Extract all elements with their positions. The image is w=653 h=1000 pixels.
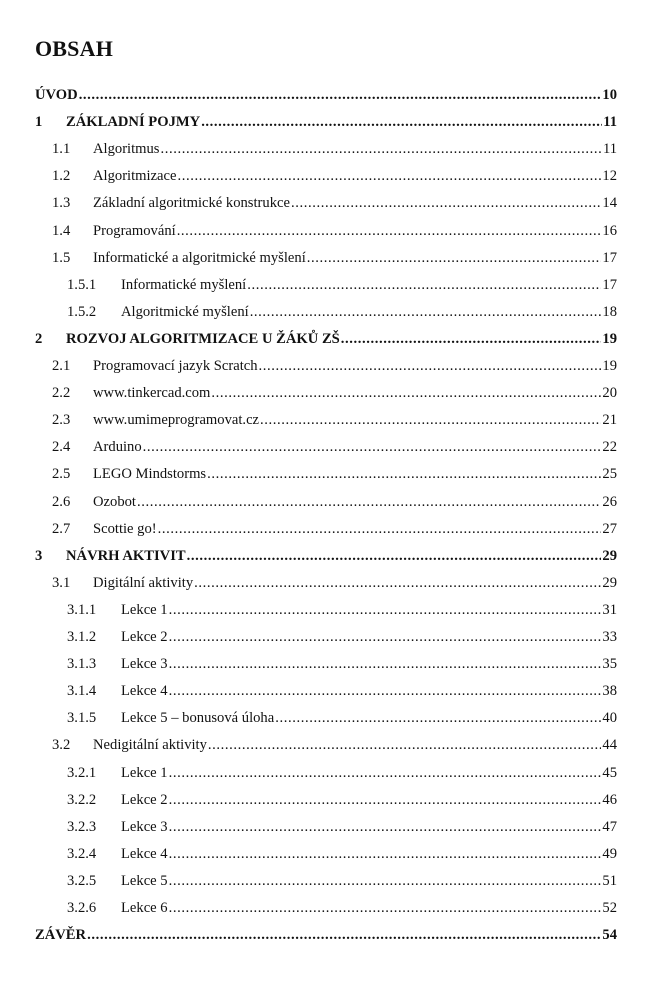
toc-entry-number: 3.1.5 <box>67 710 97 727</box>
toc-entry-line <box>93 165 617 187</box>
toc-entry[interactable] <box>0 816 653 838</box>
toc-dot-leader <box>137 491 601 513</box>
toc-entry-line <box>93 220 617 242</box>
toc-entry-page-number: 31 <box>602 601 617 618</box>
toc-entry[interactable] <box>0 545 653 567</box>
toc-entry[interactable] <box>0 680 653 702</box>
toc-entry-line <box>93 463 617 485</box>
toc-entry-line <box>121 843 617 865</box>
toc-entry-number: 1 <box>35 114 43 131</box>
toc-entry-number: 2 <box>35 330 43 347</box>
toc-entry-line <box>66 328 617 350</box>
toc-entry[interactable] <box>0 355 653 377</box>
toc-entry-page-number: 26 <box>602 493 617 510</box>
toc-entry-title: Nedigitální aktivity <box>93 737 207 754</box>
toc-entry-title: LEGO Mindstorms <box>93 466 207 483</box>
toc-dot-leader <box>169 789 602 811</box>
toc-entry-page-number: 29 <box>602 574 617 591</box>
toc-entry-page-number: 33 <box>602 629 617 645</box>
toc-entry-page-number: 44 <box>602 737 617 754</box>
toc-entry-page-number: 25 <box>602 466 617 483</box>
toc-dot-leader <box>259 355 602 377</box>
toc-dot-leader <box>208 734 602 756</box>
toc-entry-title: www.tinkercad.com <box>93 385 211 402</box>
toc-entry-title: Informatické myšlení <box>121 276 247 293</box>
toc-dot-leader <box>177 220 602 242</box>
toc-entry[interactable] <box>0 409 653 431</box>
toc-entry[interactable] <box>0 436 653 458</box>
toc-entry-line <box>93 518 617 540</box>
toc-entry-number: 3.2.5 <box>67 872 97 889</box>
toc-dot-leader <box>187 545 602 567</box>
toc-dot-leader <box>169 626 602 648</box>
toc-dot-leader <box>158 518 602 540</box>
toc-entry-number: 1.2 <box>52 168 71 185</box>
toc-entry[interactable] <box>0 220 653 242</box>
toc-entry-number: 3.2.6 <box>67 900 97 916</box>
toc-entry-page-number: 16 <box>602 222 617 239</box>
toc-dot-leader <box>169 897 602 919</box>
toc-entry-title: Lekce 2 <box>121 629 168 645</box>
toc-entry-line <box>93 138 617 160</box>
toc-entry-title: Arduino <box>93 439 142 456</box>
toc-entry-title: Lekce 5 – bonusová úloha <box>121 710 275 727</box>
toc-entry-page-number: 45 <box>602 764 617 781</box>
toc-entry-page-number: 22 <box>602 439 617 456</box>
toc-entry-title: Lekce 4 <box>121 683 168 700</box>
toc-entry-number: 3.1.3 <box>67 656 97 673</box>
toc-entry[interactable] <box>0 301 653 323</box>
toc-entry-line <box>66 545 617 567</box>
toc-entry-page-number: 54 <box>602 927 617 944</box>
toc-entry[interactable] <box>0 382 653 404</box>
toc-entry-page-number: 17 <box>602 276 617 293</box>
toc-dot-leader <box>201 111 602 133</box>
toc-entry-number: 1.5.2 <box>67 303 97 320</box>
toc-entry-number: 1.5 <box>52 249 71 266</box>
toc-dot-leader <box>275 707 601 729</box>
toc-entry-page-number: 40 <box>602 710 617 727</box>
toc-dot-leader <box>247 274 601 296</box>
toc-entry-title: Programování <box>93 222 176 239</box>
toc-entry[interactable] <box>0 707 653 729</box>
toc-entry-number: 3.1.2 <box>67 629 97 645</box>
toc-entry-page-number: 11 <box>603 114 617 131</box>
toc-entry[interactable] <box>0 491 653 513</box>
toc-entry-number: 3.2.1 <box>67 764 97 781</box>
toc-entry-line <box>93 192 617 214</box>
toc-entry[interactable] <box>0 734 653 756</box>
toc-entry-page-number: 21 <box>602 412 617 429</box>
toc-entry-line <box>121 897 617 919</box>
toc-entry[interactable] <box>0 762 653 784</box>
toc-entry[interactable] <box>0 653 653 675</box>
toc-entry-number: 1.4 <box>52 222 71 239</box>
toc-entry-page-number: 47 <box>602 818 617 835</box>
toc-entry-title: ZÁKLADNÍ POJMY <box>66 114 201 131</box>
toc-entry-line <box>93 355 617 377</box>
toc-entry[interactable] <box>0 328 653 350</box>
toc-entry-title: ÚVOD <box>35 87 78 103</box>
toc-entry-number: 3.2.2 <box>67 791 97 808</box>
toc-entry-line <box>121 301 617 323</box>
toc-entry-line <box>35 924 617 946</box>
toc-entry-page-number: 49 <box>602 845 617 862</box>
toc-entry-title: Informatické a algoritmické myšlení <box>93 249 306 266</box>
toc-dot-leader <box>260 409 601 431</box>
toc-entry[interactable] <box>0 897 653 919</box>
toc-entry-title: Algoritmizace <box>93 168 177 185</box>
toc-entry-line <box>93 734 617 756</box>
toc-entry[interactable] <box>0 247 653 269</box>
toc-entry[interactable] <box>0 599 653 621</box>
toc-entry-title: ZÁVĚR <box>35 927 87 944</box>
toc-dot-leader <box>143 436 602 458</box>
toc-entry[interactable] <box>0 870 653 892</box>
toc-entry-title: Algoritmus <box>93 141 160 158</box>
toc-entry-title: Scottie go! <box>93 520 157 537</box>
toc-entry-number: 2.3 <box>52 412 71 429</box>
toc-entry-title: Lekce 1 <box>121 601 168 618</box>
toc-entry-line <box>93 247 617 269</box>
toc-entry-line <box>93 491 617 513</box>
toc-entry[interactable] <box>0 924 653 946</box>
toc-dot-leader <box>307 247 602 269</box>
toc-entry-title: Lekce 1 <box>121 764 168 781</box>
toc-entry-line <box>121 707 617 729</box>
toc-dot-leader <box>250 301 602 323</box>
toc-entry-line <box>93 572 617 594</box>
toc-entry-line <box>93 382 617 404</box>
toc-entry-number: 1.3 <box>52 195 71 212</box>
toc-entry-page-number: 18 <box>602 303 617 320</box>
toc-entry-page-number: 19 <box>602 358 617 374</box>
toc-dot-leader <box>169 843 602 865</box>
toc-entry-line <box>121 626 617 648</box>
toc-entry[interactable] <box>0 463 653 485</box>
toc-dot-leader <box>341 328 602 350</box>
toc-entry-number: 2.7 <box>52 520 71 537</box>
toc-entry[interactable] <box>0 84 653 106</box>
toc-entry-title: Lekce 5 <box>121 872 168 889</box>
toc-dot-leader <box>87 924 601 946</box>
toc-dot-leader <box>169 680 602 702</box>
toc-entry-page-number: 20 <box>602 385 617 402</box>
toc-entry-title: Lekce 6 <box>121 900 168 916</box>
toc-entry-page-number: 19 <box>602 330 617 347</box>
toc-entry[interactable] <box>0 789 653 811</box>
toc-entry-page-number: 12 <box>602 168 617 185</box>
toc-entry-page-number: 51 <box>602 872 617 889</box>
toc-entry-line <box>121 816 617 838</box>
toc-entry[interactable] <box>0 626 653 648</box>
toc-entry-title: Lekce 3 <box>121 656 168 673</box>
toc-entry-page-number: 17 <box>602 249 617 266</box>
toc-dot-leader <box>177 165 601 187</box>
toc-dot-leader <box>291 192 601 214</box>
toc-dot-leader <box>194 572 601 594</box>
toc-dot-leader <box>169 599 602 621</box>
toc-entry-line <box>121 599 617 621</box>
toc-entry-number: 1.1 <box>52 141 71 158</box>
toc-entry-title: www.umimeprogramovat.cz <box>93 412 260 429</box>
toc-entry-line <box>66 111 617 133</box>
toc-entry-number: 3.2.4 <box>67 845 97 862</box>
toc-entry[interactable] <box>0 572 653 594</box>
toc-entry[interactable] <box>0 192 653 214</box>
toc-entry[interactable] <box>0 274 653 296</box>
toc-dot-leader <box>169 653 602 675</box>
toc-dot-leader <box>169 816 602 838</box>
toc-entry-number: 3.2.3 <box>67 818 97 835</box>
toc-entry-line <box>93 409 617 431</box>
toc-entry-page-number: 46 <box>602 791 617 808</box>
toc-entry-number: 1.5.1 <box>67 276 97 293</box>
toc-entry-title: Digitální aktivity <box>93 574 194 591</box>
toc-entry[interactable] <box>0 165 653 187</box>
toc-entry-number: 2.6 <box>52 493 71 510</box>
toc-entry-number: 3.1.4 <box>67 683 97 700</box>
toc-entry-page-number: 38 <box>602 683 617 700</box>
toc-dot-leader <box>160 138 601 160</box>
toc-entry-page-number: 14 <box>602 195 617 212</box>
toc-entry-line <box>121 653 617 675</box>
toc-entry-line <box>35 84 617 106</box>
toc-dot-leader <box>79 84 602 106</box>
toc-entry-title: Ozobot <box>93 493 136 510</box>
toc-entry-number: 3.2 <box>52 737 71 754</box>
toc-entry-line <box>121 274 617 296</box>
toc-entry-number: 2.4 <box>52 439 71 456</box>
page-title: OBSAH <box>35 36 114 61</box>
toc-entry-title: Lekce 4 <box>121 845 168 862</box>
toc-entry-line <box>121 680 617 702</box>
toc-entry-title: Základní algoritmické konstrukce <box>93 195 290 212</box>
toc-dot-leader <box>211 382 601 404</box>
toc-entry[interactable] <box>0 843 653 865</box>
toc-entry-number: 2.2 <box>52 385 71 402</box>
toc-entry-line <box>121 762 617 784</box>
toc-entry-number: 2.1 <box>52 358 71 374</box>
toc-entry-title: Programovací jazyk Scratch <box>93 358 258 374</box>
toc-entry-line <box>93 436 617 458</box>
toc-dot-leader <box>169 762 602 784</box>
toc-entry[interactable] <box>0 111 653 133</box>
toc-entry[interactable] <box>0 138 653 160</box>
toc-dot-leader <box>169 870 602 892</box>
toc-entry-page-number: 35 <box>602 656 617 673</box>
toc-dot-leader <box>207 463 601 485</box>
toc-entry-number: 3.1 <box>52 574 71 591</box>
toc-entry-title: Lekce 2 <box>121 791 168 808</box>
toc-entry-number: 2.5 <box>52 466 71 483</box>
toc-entry-line <box>121 789 617 811</box>
toc-entry-title: Algoritmické myšlení <box>121 303 249 320</box>
toc-entry-title: Lekce 3 <box>121 818 168 835</box>
toc-entry-page-number: 27 <box>602 520 617 537</box>
toc-entry-number: 3 <box>35 547 43 564</box>
toc-entry[interactable] <box>0 518 653 540</box>
toc-entry-page-number: 29 <box>602 547 617 564</box>
toc-entry-page-number: 52 <box>602 900 617 916</box>
toc-entry-number: 3.1.1 <box>67 601 97 618</box>
toc-entry-line <box>121 870 617 892</box>
toc-entry-page-number: 11 <box>602 141 617 158</box>
toc-entry-title: NÁVRH AKTIVIT <box>66 547 186 564</box>
toc-entry-page-number: 10 <box>602 87 617 103</box>
toc-entry-title: ROZVOJ ALGORITMIZACE U ŽÁKŮ ZŠ <box>66 330 340 347</box>
